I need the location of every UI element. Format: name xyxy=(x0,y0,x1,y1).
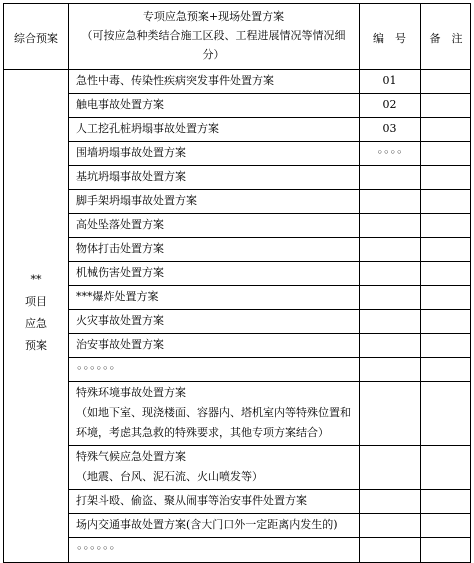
row-divider xyxy=(68,445,470,446)
plan-note: （地震、台风、泥石流、火山喷发等） xyxy=(76,470,263,483)
row-divider xyxy=(68,237,470,238)
header-remark: 备 注 xyxy=(429,32,463,45)
row-divider xyxy=(68,537,470,538)
header-divider xyxy=(4,69,470,70)
plan-name: ***爆炸处置方案 xyxy=(76,290,159,303)
category-label-line: 预案 xyxy=(25,338,47,352)
row-divider xyxy=(68,309,470,310)
header-plan-note: （可按应急种类结合施工区段、工程进展情况等情况细 xyxy=(81,29,346,42)
header-number: 编 号 xyxy=(373,32,406,45)
column-divider xyxy=(420,4,421,562)
plan-number: 01 xyxy=(382,74,397,87)
plan-name: 围墙坍塌事故处置方案 xyxy=(76,146,186,159)
plan-name: 脚手架坍塌事故处置方案 xyxy=(76,194,197,207)
plan-name: 治安事故处置方案 xyxy=(76,338,164,351)
category-label-line: ** xyxy=(30,272,42,286)
plan-number: 03 xyxy=(382,122,397,135)
row-divider xyxy=(68,381,470,382)
plan-name: 基坑坍塌事故处置方案 xyxy=(76,170,186,183)
row-divider xyxy=(68,93,470,94)
plan-name: 特殊气候应急处置方案 xyxy=(76,450,186,463)
plan-note: （如地下室、现浇楼面、容器内、塔机室内等特殊位置和 xyxy=(76,406,351,419)
row-divider xyxy=(68,141,470,142)
row-divider xyxy=(68,513,470,514)
emergency-plan-table xyxy=(3,3,471,563)
plan-name: 场内交通事故处置方案(含大门口外一定距离内发生的) xyxy=(76,518,338,531)
row-divider xyxy=(68,357,470,358)
plan-name: 人工挖孔桩坍塌事故处置方案 xyxy=(76,122,219,135)
category-label-line: 应急 xyxy=(25,316,47,330)
plan-number: 02 xyxy=(382,98,397,111)
plan-name: 急性中毒、传染性疾病突发事件处置方案 xyxy=(76,74,274,87)
header-category: 综合预案 xyxy=(14,32,58,45)
row-divider xyxy=(68,333,470,334)
plan-name: 特殊环境事故处置方案 xyxy=(76,386,186,399)
row-divider xyxy=(68,285,470,286)
plan-note: 环境，考虑其急救的特殊要求，其他专项方案结合） xyxy=(76,426,329,439)
row-divider xyxy=(68,489,470,490)
plan-name: ◦◦◦◦◦◦ xyxy=(76,542,115,555)
header-plan-note-end: 分） xyxy=(202,48,225,61)
plan-number: ◦◦◦◦ xyxy=(376,146,403,159)
column-divider xyxy=(68,4,69,562)
row-divider xyxy=(68,117,470,118)
plan-name: 打架斗殴、偷盗、聚从闹事等治安事件处置方案 xyxy=(76,494,307,507)
category-label-line: 项目 xyxy=(25,294,47,308)
plan-name: 机械伤害处置方案 xyxy=(76,266,164,279)
header-plan-title: 专项应急预案+现场处置方案 xyxy=(142,10,285,23)
row-divider xyxy=(68,213,470,214)
row-divider xyxy=(68,261,470,262)
plan-name: ◦◦◦◦◦◦ xyxy=(76,362,115,375)
row-divider xyxy=(68,165,470,166)
plan-name: 火灾事故处置方案 xyxy=(76,314,164,327)
row-divider xyxy=(68,189,470,190)
plan-name: 高处坠落处置方案 xyxy=(76,218,164,231)
plan-name: 物体打击处置方案 xyxy=(76,242,164,255)
plan-name: 触电事故处置方案 xyxy=(76,98,164,111)
